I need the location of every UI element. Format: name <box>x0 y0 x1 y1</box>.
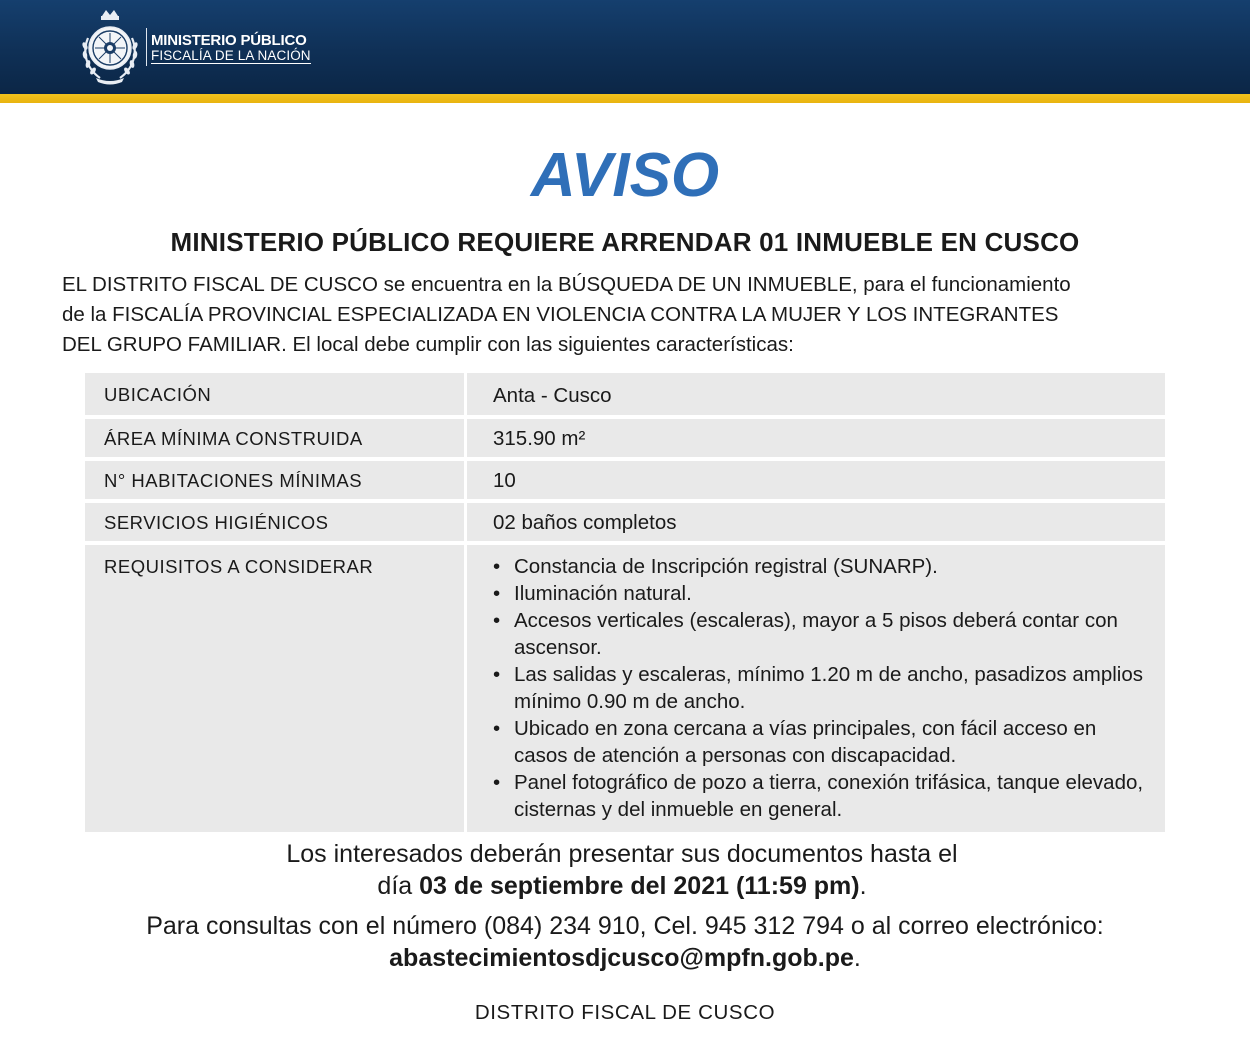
org-subtitle: FISCALÍA DE LA NACIÓN <box>151 48 311 63</box>
national-seal-icon <box>78 8 142 86</box>
spec-value: 10 <box>467 461 1165 503</box>
header-stripe <box>0 94 1250 103</box>
list-item: • Accesos verticales (escaleras), mayor a 5 pisos deberá contar con ascensor. <box>493 607 1154 661</box>
spec-value: Anta - Cusco <box>467 373 1165 419</box>
footer-signature: DISTRITO FISCAL DE CUSCO <box>474 1001 776 1024</box>
spec-label: REQUISITOS A CONSIDERAR <box>85 545 467 832</box>
deadline-prefix: día <box>377 872 420 900</box>
intro-line: DEL GRUPO FAMILIAR. El local debe cumplir con las siguientes características: <box>62 333 794 356</box>
spec-value <box>467 545 1165 832</box>
list-item: • Ubicado en zona cercana a vías principales, con fácil acceso en casos de atención a personas con discapacidad. <box>493 715 1154 769</box>
deadline-suffix: . <box>859 872 867 900</box>
contact-line: Para consultas con el número (084) 234 910, Cel. 945 312 794 o al correo electrónico: <box>146 912 1104 940</box>
contact-email-suffix: . <box>853 944 861 972</box>
spec-label: ÁREA MÍNIMA CONSTRUIDA <box>85 419 467 461</box>
deadline-date-line <box>0 870 1250 902</box>
spec-value: 02 baños completos <box>467 503 1165 545</box>
logo-divider <box>146 28 147 66</box>
list-item: • Panel fotográfico de pozo a tierra, conexión trifásica, tanque elevado, cisternas y del inmueble en general. <box>493 769 1154 823</box>
deadline-date: 03 de septiembre del 2021 (11:59 pm) <box>419 872 860 900</box>
contact-email: abastecimientosdjcusco@mpfn.gob.pe <box>389 944 854 972</box>
table-row <box>85 419 1165 461</box>
spec-value: 315.90 m² <box>467 419 1165 461</box>
table-row <box>85 461 1165 503</box>
table-row <box>85 503 1165 545</box>
org-name: MINISTERIO PÚBLICO <box>151 32 307 49</box>
spec-label: UBICACIÓN <box>85 373 467 419</box>
specs-table <box>85 373 1165 832</box>
contact-email-line <box>0 942 1250 974</box>
spec-label: SERVICIOS HIGIÉNICOS <box>85 503 467 545</box>
table-row <box>85 545 1165 832</box>
table-row <box>85 373 1165 419</box>
intro-paragraph <box>62 270 1192 360</box>
spec-label: N° HABITACIONES MÍNIMAS <box>85 461 467 503</box>
intro-line: de la FISCALÍA PROVINCIAL ESPECIALIZADA EN VIOLENCIA CONTRA LA MUJER Y LOS INTEGRANTES <box>62 303 1059 326</box>
intro-line: EL DISTRITO FISCAL DE CUSCO se encuentra en la BÚSQUEDA DE UN INMUEBLE, para el funcionamiento <box>62 273 1071 296</box>
list-item: • Las salidas y escaleras, mínimo 1.20 m de ancho, pasadizos amplios mínimo 0.90 m de ancho. <box>493 661 1154 715</box>
deadline-text <box>0 838 1250 902</box>
deadline-line: Los interesados deberán presentar sus documentos hasta el <box>286 840 958 868</box>
notice-subtitle: MINISTERIO PÚBLICO REQUIERE ARRENDAR 01 INMUEBLE EN CUSCO <box>170 227 1080 257</box>
contact-text <box>0 910 1250 974</box>
list-item: • Iluminación natural. <box>493 580 1154 607</box>
requirements-list <box>493 553 1165 823</box>
notice-title: AVISO <box>530 141 720 210</box>
list-item: • Constancia de Inscripción registral (SUNARP). <box>493 553 1154 580</box>
